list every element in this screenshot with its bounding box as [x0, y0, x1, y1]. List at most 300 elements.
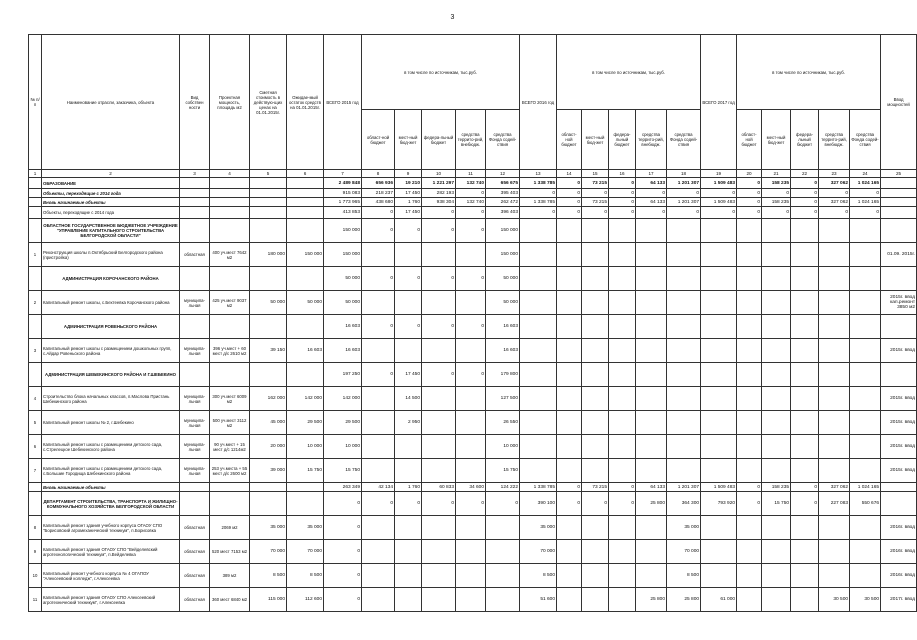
- table-cell: [762, 459, 791, 483]
- table-cell: [29, 219, 42, 243]
- table-cell: 115 000: [250, 588, 287, 612]
- table-cell: [762, 411, 791, 435]
- table-cell: 395 403: [486, 189, 520, 198]
- table-cell: 25 800: [636, 492, 667, 516]
- table-cell: [850, 411, 881, 435]
- table-cell: [486, 516, 520, 540]
- table-cell: [737, 315, 762, 339]
- table-cell: 142 000: [324, 387, 362, 411]
- table-cell: 327 062: [819, 178, 850, 189]
- table-cell: [250, 363, 287, 387]
- table-cell: [667, 435, 701, 459]
- table-cell: 2016г. ввод: [881, 564, 917, 588]
- table-cell: 73 215: [582, 178, 609, 189]
- column-index: 2: [42, 170, 180, 178]
- table-cell: [180, 207, 210, 219]
- table-cell: муниципа-льная: [180, 459, 210, 483]
- header-group-2017: в том числе по источникам, тыс.руб.: [737, 35, 881, 110]
- table-cell: [737, 540, 762, 564]
- table-cell: [557, 516, 582, 540]
- table-cell: 150 000: [287, 243, 324, 267]
- table-cell: 1 338 785: [520, 178, 557, 189]
- row-name: Вновь начинаемые объекты: [42, 198, 180, 207]
- table-cell: [180, 315, 210, 339]
- table-cell: [557, 588, 582, 612]
- row-name: Капитальный ремонт учебного корпуса № 4 ОГАПОУ "Алексеевский колледж", г.Алексеевка: [42, 564, 180, 588]
- table-cell: 3: [29, 339, 42, 363]
- table-cell: муниципа-льная: [180, 387, 210, 411]
- table-cell: 0: [456, 363, 486, 387]
- table-cell: [850, 459, 881, 483]
- table-cell: [520, 243, 557, 267]
- table-cell: [609, 516, 636, 540]
- table-cell: 0: [324, 540, 362, 564]
- table-cell: 112 600: [287, 588, 324, 612]
- table-cell: 0: [486, 492, 520, 516]
- column-index: 19: [701, 170, 737, 178]
- table-cell: [819, 363, 850, 387]
- table-cell: [609, 315, 636, 339]
- table-cell: 1 201 307: [667, 198, 701, 207]
- table-cell: 2016г. ввод: [881, 516, 917, 540]
- table-cell: [287, 363, 324, 387]
- table-cell: [287, 178, 324, 189]
- column-index: 12: [486, 170, 520, 178]
- table-cell: [701, 459, 737, 483]
- header-total-2016: ВСЕГО 2016 год: [520, 35, 557, 170]
- table-cell: [582, 291, 609, 315]
- table-cell: 25 800: [667, 588, 701, 612]
- table-cell: 0: [609, 207, 636, 219]
- header-source: мест-ный бюд-жет: [762, 110, 791, 170]
- table-cell: 70 000: [287, 540, 324, 564]
- table-cell: [29, 198, 42, 207]
- table-header-row: [29, 35, 917, 110]
- table-cell: [667, 267, 701, 291]
- table-cell: 29 500: [287, 411, 324, 435]
- column-index: 13: [520, 170, 557, 178]
- table-cell: [881, 219, 917, 243]
- table-cell: 0: [737, 178, 762, 189]
- header-source: средства террито-рий, внебюдж.: [636, 110, 667, 170]
- table-cell: 20 000: [250, 435, 287, 459]
- column-index: 8: [362, 170, 395, 178]
- table-cell: [762, 339, 791, 363]
- table-cell: [362, 435, 395, 459]
- table-cell: [609, 459, 636, 483]
- table-cell: 150 000: [486, 243, 520, 267]
- table-cell: 60 833: [422, 483, 456, 492]
- column-index: 25: [881, 170, 917, 178]
- table-cell: 1 760: [395, 198, 422, 207]
- table-cell: [636, 540, 667, 564]
- table-cell: [362, 339, 395, 363]
- table-cell: [737, 219, 762, 243]
- table-cell: 0: [422, 363, 456, 387]
- row-name: Капитальный ремонт здания ОГАОУ СПО "Вейделевский агротехнологический техникум", п.Вейделевка: [42, 540, 180, 564]
- table-cell: 70 000: [667, 540, 701, 564]
- table-cell: [250, 189, 287, 198]
- table-row: [29, 459, 917, 483]
- table-cell: 16 603: [324, 339, 362, 363]
- table-cell: 64 133: [636, 178, 667, 189]
- table-cell: 0: [582, 492, 609, 516]
- table-cell: [456, 564, 486, 588]
- table-cell: [582, 339, 609, 363]
- table-cell: [582, 564, 609, 588]
- table-cell: [287, 219, 324, 243]
- table-cell: [819, 291, 850, 315]
- table-cell: [762, 564, 791, 588]
- table-cell: [701, 540, 737, 564]
- row-name: Капитальный ремонт школы с размещением детского сада, с.Стрелецкое Шебекинского района: [42, 435, 180, 459]
- table-cell: 0: [791, 483, 819, 492]
- table-cell: областная: [180, 564, 210, 588]
- table-cell: [881, 207, 917, 219]
- table-cell: [819, 219, 850, 243]
- table-cell: [791, 564, 819, 588]
- table-cell: [636, 435, 667, 459]
- row-name: Капитальный ремонт школы, с.Бехтеевка Корочанского района: [42, 291, 180, 315]
- table-cell: [520, 339, 557, 363]
- header-source: федера-льный бюджет: [791, 110, 819, 170]
- table-cell: [557, 387, 582, 411]
- table-row: [29, 363, 917, 387]
- table-cell: [422, 588, 456, 612]
- table-cell: 50 000: [250, 291, 287, 315]
- table-cell: 0: [737, 492, 762, 516]
- table-cell: 0: [819, 189, 850, 198]
- table-cell: [636, 291, 667, 315]
- table-cell: 15 750: [287, 459, 324, 483]
- table-cell: 1 509 483: [701, 198, 737, 207]
- table-cell: [582, 588, 609, 612]
- table-cell: [636, 516, 667, 540]
- table-cell: [250, 198, 287, 207]
- table-cell: 0: [395, 492, 422, 516]
- table-cell: [737, 291, 762, 315]
- table-cell: 64 133: [636, 483, 667, 492]
- table-cell: [557, 435, 582, 459]
- table-cell: областная: [180, 243, 210, 267]
- table-cell: [250, 492, 287, 516]
- table-cell: [362, 540, 395, 564]
- table-cell: 500 уч.мест 3112 м2: [210, 411, 250, 435]
- table-cell: [210, 178, 250, 189]
- table-row: [29, 178, 917, 189]
- table-cell: 0: [582, 189, 609, 198]
- table-cell: [456, 339, 486, 363]
- table-cell: 0: [324, 516, 362, 540]
- table-cell: [29, 492, 42, 516]
- table-cell: 0: [422, 207, 456, 219]
- budget-table: [28, 34, 917, 612]
- table-cell: 35 000: [287, 516, 324, 540]
- table-cell: [819, 339, 850, 363]
- table-cell: муниципа-льная: [180, 411, 210, 435]
- table-cell: [762, 435, 791, 459]
- table-cell: 15 750: [762, 492, 791, 516]
- table-cell: 390 100: [520, 492, 557, 516]
- table-cell: [701, 387, 737, 411]
- table-cell: 2: [29, 291, 42, 315]
- table-cell: [609, 564, 636, 588]
- table-cell: 0: [557, 483, 582, 492]
- table-cell: [762, 363, 791, 387]
- table-cell: 0: [557, 178, 582, 189]
- table-cell: [456, 459, 486, 483]
- table-cell: [819, 459, 850, 483]
- table-cell: 1 773 965: [324, 198, 362, 207]
- column-index: 24: [850, 170, 881, 178]
- column-index: 22: [791, 170, 819, 178]
- table-row: [29, 387, 917, 411]
- table-cell: 360 мест 6840 м2: [210, 588, 250, 612]
- table-row: [29, 564, 917, 588]
- table-cell: 0: [636, 189, 667, 198]
- table-cell: [180, 189, 210, 198]
- table-cell: 158 235: [762, 483, 791, 492]
- table-cell: 263 349: [324, 483, 362, 492]
- table-cell: [701, 243, 737, 267]
- table-cell: [520, 315, 557, 339]
- row-name: АДМИНИСТРАЦИЯ КОРОЧАНСКОГО РАЙОНА: [42, 267, 180, 291]
- table-row: [29, 411, 917, 435]
- table-cell: 0: [456, 207, 486, 219]
- table-cell: [210, 189, 250, 198]
- column-index: 20: [737, 170, 762, 178]
- table-cell: [557, 315, 582, 339]
- table-cell: [29, 315, 42, 339]
- table-cell: 158 235: [762, 198, 791, 207]
- header-source: средства Фонда содей-ствия: [486, 110, 520, 170]
- table-cell: 50 000: [287, 291, 324, 315]
- table-cell: [582, 315, 609, 339]
- table-cell: [557, 363, 582, 387]
- table-cell: [850, 363, 881, 387]
- table-cell: [791, 363, 819, 387]
- table-cell: [667, 291, 701, 315]
- table-cell: 0: [701, 207, 737, 219]
- table-cell: 8 500: [520, 564, 557, 588]
- table-cell: 127 500: [486, 387, 520, 411]
- table-cell: [557, 540, 582, 564]
- table-cell: 39 000: [250, 459, 287, 483]
- table-cell: 0: [667, 207, 701, 219]
- table-cell: [210, 198, 250, 207]
- table-cell: [737, 267, 762, 291]
- table-cell: 0: [324, 492, 362, 516]
- table-cell: [422, 387, 456, 411]
- table-cell: [609, 363, 636, 387]
- table-cell: 389 м2: [210, 564, 250, 588]
- column-index: 3: [180, 170, 210, 178]
- table-cell: [456, 588, 486, 612]
- table-cell: 0: [791, 492, 819, 516]
- table-cell: [636, 243, 667, 267]
- table-row: [29, 483, 917, 492]
- table-cell: [737, 588, 762, 612]
- table-cell: 1 024 165: [850, 198, 881, 207]
- table-cell: 0: [737, 207, 762, 219]
- table-cell: [609, 540, 636, 564]
- table-cell: 218 237: [362, 189, 395, 198]
- table-cell: 0: [557, 492, 582, 516]
- table-cell: 2 950: [395, 411, 422, 435]
- column-index: 11: [456, 170, 486, 178]
- table-cell: 1: [29, 243, 42, 267]
- table-cell: [819, 435, 850, 459]
- table-cell: 30 500: [850, 588, 881, 612]
- table-cell: [762, 540, 791, 564]
- table-row: [29, 339, 917, 363]
- column-index: 7: [324, 170, 362, 178]
- table-cell: [737, 387, 762, 411]
- table-cell: [791, 435, 819, 459]
- table-cell: [819, 243, 850, 267]
- table-cell: 0: [324, 588, 362, 612]
- table-cell: 70 000: [520, 540, 557, 564]
- table-cell: [582, 540, 609, 564]
- header-source: област-ной бюджет: [737, 110, 762, 170]
- column-index: 10: [422, 170, 456, 178]
- column-index: 4: [210, 170, 250, 178]
- row-name: Капитальный ремонт здания ОГАОУ СПО Алексеевский агротехнический техникум", г.Алексеевка: [42, 588, 180, 612]
- table-cell: [210, 315, 250, 339]
- table-cell: [737, 435, 762, 459]
- table-cell: 413 853: [324, 207, 362, 219]
- header-total-2017: ВСЕГО 2017 год: [701, 35, 737, 170]
- table-cell: [791, 339, 819, 363]
- table-cell: 520 мест 7153 м2: [210, 540, 250, 564]
- column-index: 23: [819, 170, 850, 178]
- table-cell: 73 215: [582, 198, 609, 207]
- row-name: Строительство блока начальных классов, п.Маслова Пристань Шебекинского района: [42, 387, 180, 411]
- table-cell: [287, 207, 324, 219]
- header-group-2015: в том числе по источникам, тыс.руб.: [362, 35, 520, 110]
- table-cell: [362, 387, 395, 411]
- row-name: Реконструкция школы п.Октябрьский Белгородского района (пристройка): [42, 243, 180, 267]
- table-cell: 396 уч.мест + 60 мест д/с 2610 м2: [210, 339, 250, 363]
- table-cell: [762, 516, 791, 540]
- table-cell: 6: [29, 435, 42, 459]
- table-cell: [180, 483, 210, 492]
- column-index: 9: [395, 170, 422, 178]
- table-cell: 0: [422, 219, 456, 243]
- table-cell: 10 000: [287, 435, 324, 459]
- row-name: ОБРАЗОВАНИЕ: [42, 178, 180, 189]
- header-capacity: Проектная мощность, площадь м2: [210, 35, 250, 170]
- table-cell: [29, 267, 42, 291]
- table-cell: [636, 315, 667, 339]
- table-cell: 438 680: [362, 198, 395, 207]
- table-cell: 2069 м2: [210, 516, 250, 540]
- header-source: област-ной бюджет: [557, 110, 582, 170]
- table-cell: 262 472: [486, 198, 520, 207]
- header-source: средства террито-рий, внебюдж.: [456, 110, 486, 170]
- table-cell: [210, 363, 250, 387]
- table-cell: [762, 291, 791, 315]
- table-cell: 253 уч.места + 55 мест д/с 2600 м2: [210, 459, 250, 483]
- table-cell: 0: [850, 207, 881, 219]
- table-cell: [609, 291, 636, 315]
- table-cell: [762, 219, 791, 243]
- table-cell: 282 193: [422, 189, 456, 198]
- table-cell: 1 201 307: [667, 178, 701, 189]
- table-cell: [881, 492, 917, 516]
- table-cell: [762, 387, 791, 411]
- table-cell: [636, 339, 667, 363]
- table-cell: 01.09. 2015г.: [881, 243, 917, 267]
- table-cell: 0: [791, 189, 819, 198]
- header-ownership: Вид собствен ности: [180, 35, 210, 170]
- table-cell: [762, 267, 791, 291]
- table-cell: [422, 411, 456, 435]
- table-cell: 8: [29, 516, 42, 540]
- table-cell: [362, 459, 395, 483]
- table-cell: 0: [737, 189, 762, 198]
- table-cell: 0: [362, 219, 395, 243]
- table-cell: 0: [609, 483, 636, 492]
- table-cell: 25 800: [636, 588, 667, 612]
- row-name: Капитальный ремонт школы с размещением дошкольных групп, с.Айдар Ровеньского района: [42, 339, 180, 363]
- table-cell: 938 304: [422, 198, 456, 207]
- table-cell: 50 000: [486, 267, 520, 291]
- table-cell: [737, 411, 762, 435]
- table-cell: [395, 435, 422, 459]
- table-cell: [636, 219, 667, 243]
- table-cell: [819, 315, 850, 339]
- table-cell: [667, 387, 701, 411]
- table-cell: 10: [29, 564, 42, 588]
- table-cell: [582, 516, 609, 540]
- table-cell: [557, 291, 582, 315]
- table-cell: [210, 219, 250, 243]
- table-cell: 17 450: [395, 207, 422, 219]
- table-cell: [582, 387, 609, 411]
- table-cell: 16 603: [486, 315, 520, 339]
- table-cell: [210, 483, 250, 492]
- header-source: средства Фонда содей-ствия: [850, 110, 881, 170]
- table-cell: [210, 492, 250, 516]
- table-cell: [557, 243, 582, 267]
- table-cell: [762, 588, 791, 612]
- table-cell: [362, 243, 395, 267]
- table-row: [29, 267, 917, 291]
- table-cell: [850, 339, 881, 363]
- table-cell: [850, 243, 881, 267]
- table-cell: 10 000: [486, 435, 520, 459]
- column-index: 1: [29, 170, 42, 178]
- page-number: 3: [450, 14, 455, 21]
- table-cell: [701, 339, 737, 363]
- column-index: 17: [636, 170, 667, 178]
- table-cell: 0: [456, 492, 486, 516]
- table-cell: [557, 219, 582, 243]
- table-cell: 197 250: [324, 363, 362, 387]
- table-cell: [180, 363, 210, 387]
- header-source: средства Фонда содей-ствия: [667, 110, 701, 170]
- table-cell: 34 600: [456, 483, 486, 492]
- table-cell: 30 500: [819, 588, 850, 612]
- table-cell: [737, 459, 762, 483]
- table-cell: [609, 267, 636, 291]
- table-cell: [287, 492, 324, 516]
- table-cell: [819, 267, 850, 291]
- table-row: [29, 435, 917, 459]
- table-cell: 0: [324, 564, 362, 588]
- table-cell: [287, 315, 324, 339]
